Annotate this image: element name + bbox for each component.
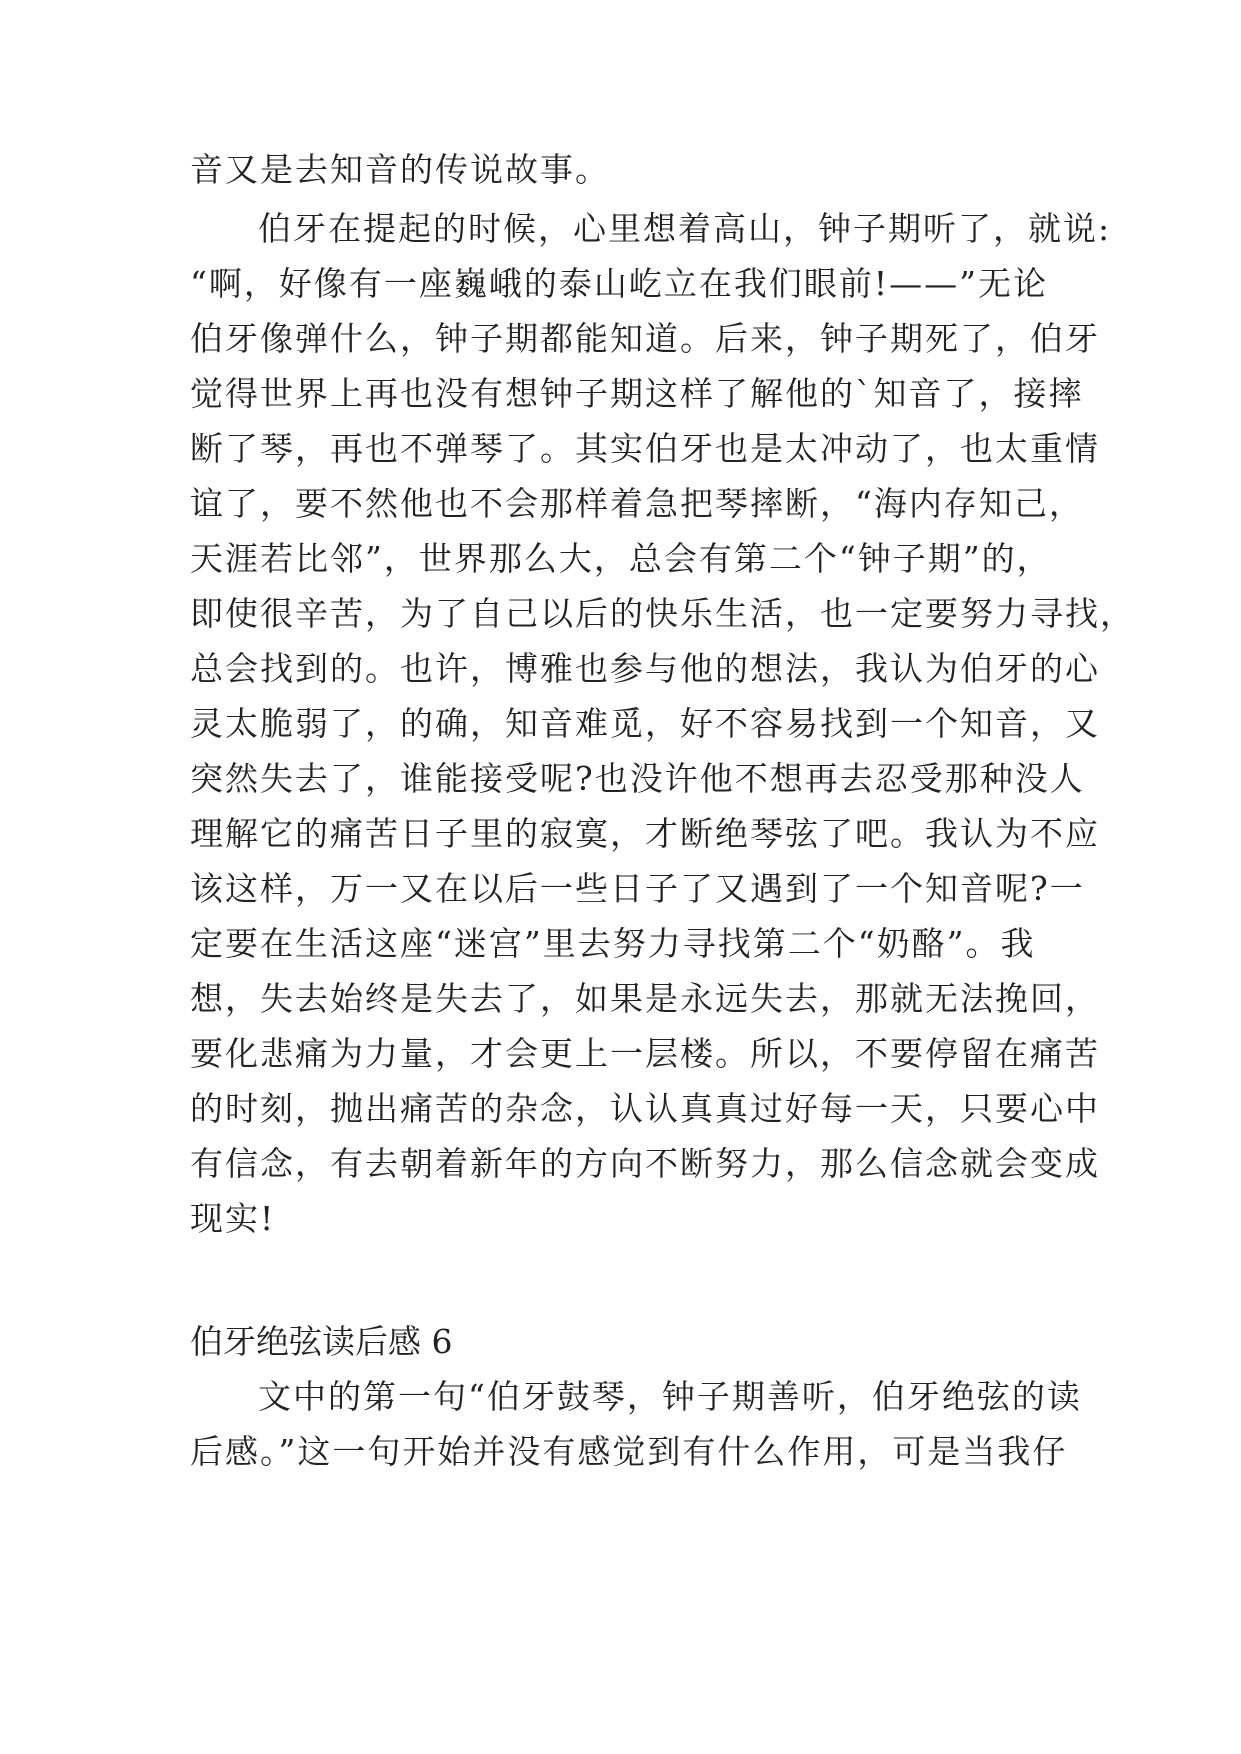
text-line: 伯牙像弹什么，钟子期都能知道。后来，钟子期死了，伯牙 [190,319,1100,358]
text-line: 后感。”这一句开始并没有感觉到有什么作用，可是当我仔 [190,1432,1068,1471]
text-line: 的时刻，抛出痛苦的杂念，认认真真过好每一天，只要心中 [190,1089,1100,1128]
text-line: 音又是去知音的传说故事。 [190,150,610,189]
text-line: 文中的第一句“伯牙鼓琴，钟子期善听，伯牙绝弦的读 [258,1377,1082,1416]
text-line: 理解它的痛苦日子里的寂寞，才断绝琴弦了吧。我认为不应 [190,814,1100,853]
text-line: 有信念，有去朝着新年的方向不断努力，那么信念就会变成 [190,1144,1100,1183]
text-line: 想，失去始终是失去了，如果是永远失去，那就无法挽回， [190,979,1100,1018]
text-line: 现实! [190,1199,276,1238]
text-line: 天涯若比邻”，世界那么大，总会有第二个“钟子期”的， [190,539,1052,578]
text-line: 断了琴，再也不弹琴了。其实伯牙也是太冲动了，也太重情 [190,429,1100,468]
text-line: 突然失去了，谁能接受呢?也没许他不想再去忍受那种没人 [190,759,1085,798]
text-line: 灵太脆弱了，的确，知音难觅，好不容易找到一个知音，又 [190,704,1100,743]
text-line: 要化悲痛为力量，才会更上一层楼。所以，不要停留在痛苦 [190,1034,1100,1073]
text-line: 该这样，万一又在以后一些日子了又遇到了一个知音呢?一 [190,869,1085,908]
text-line: 定要在生活这座“迷宫”里去努力寻找第二个“奶酪”。我 [190,924,1036,963]
text-line: 觉得世界上再也没有想钟子期这样了解他的`知音了，接摔 [190,374,1084,413]
text-line: 谊了，要不然他也不会那样着急把琴摔断，“海内存知己， [190,484,1084,523]
text-line: 即使很辛苦，为了自己以后的快乐生活，也一定要努力寻找， [190,594,1135,633]
section-heading: 伯牙绝弦读后感 6 [190,1322,453,1361]
text-line: 总会找到的。也许，博雅也参与他的想法，我认为伯牙的心 [190,649,1100,688]
text-line: 伯牙在提起的时候，心里想着高山，钟子期听了，就说: [258,209,1112,248]
text-line: “啊，好像有一座巍峨的泰山屹立在我们眼前!——”无论 [190,264,1049,303]
